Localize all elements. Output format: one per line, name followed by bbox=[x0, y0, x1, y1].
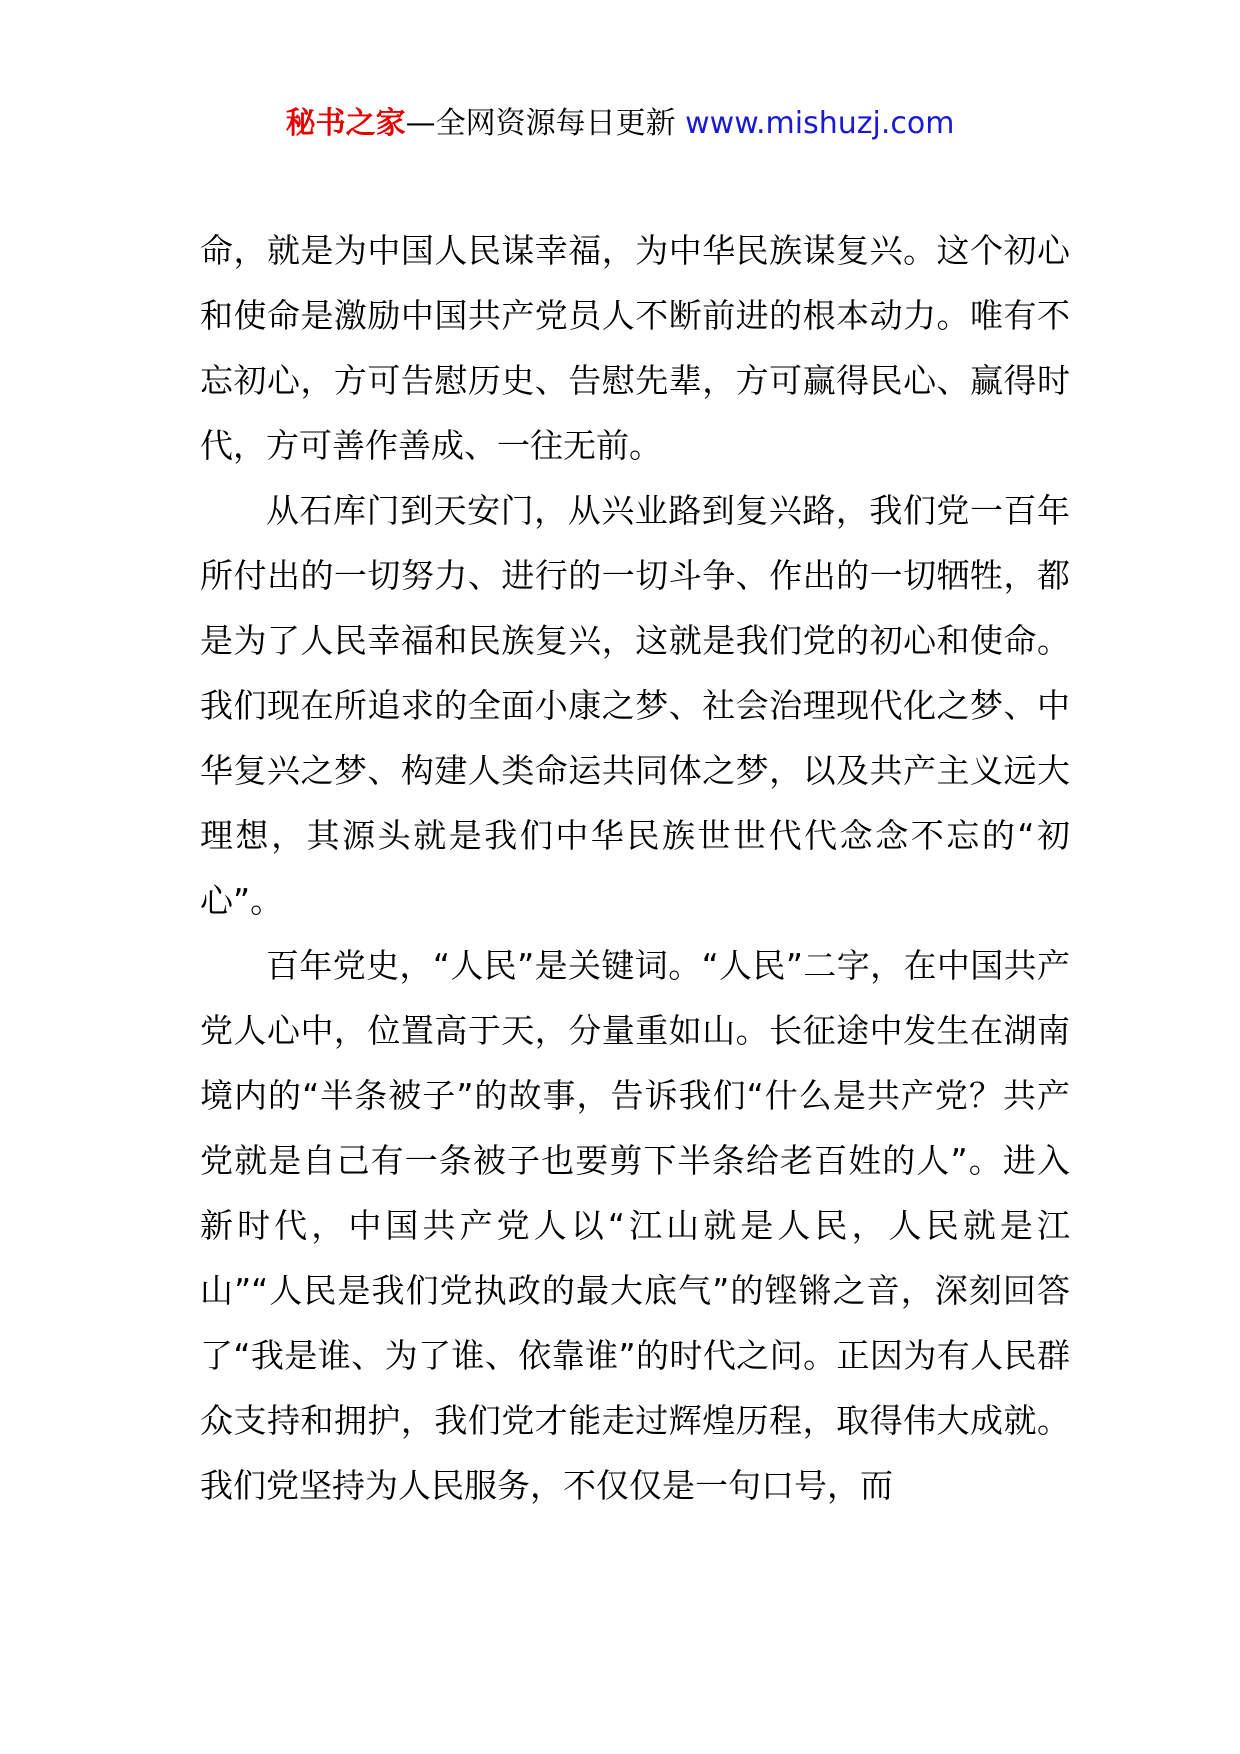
paragraph-continuation: 命，就是为中国人民谋幸福，为中华民族谋复兴。这个初心和使命是激励中国共产党员人不断前进的根本动力。唯有不忘初心，方可告慰历史、告慰先辈，方可赢得民心、赢得时代，方可善作善成、一往无前。 bbox=[200, 231, 1070, 465]
page-header bbox=[0, 100, 1240, 148]
document-body bbox=[200, 218, 1070, 1518]
paragraph: 从石库门到天安门，从兴业路到复兴路，我们党一百年所付出的一切努力、进行的一切斗争、作出的一切牺牲，都是为了人民幸福和民族复兴，这就是我们党的初心和使命。我们现在所追求的全面小康之梦、社会治理现代化之梦、中华复兴之梦、构建人类命运共同体之梦，以及共产主义远大理想，其源头就是我们中华民族世世代代念念不忘的“初心”。 bbox=[200, 491, 1070, 920]
site-brand: 秘书之家 bbox=[285, 106, 406, 141]
site-tagline: —全网资源每日更新 bbox=[405, 106, 676, 141]
paragraph: 百年党史，“人民”是关键词。“人民”二字，在中国共产党人心中，位置高于天，分量重如山。长征途中发生在湖南境内的“半条被子”的故事，告诉我们“什么是共产党？共产党就是自己有一条被子也要剪下半条给老百姓的人”。进入新时代，中国共产党人以“江山就是人民，人民就是江山”“人民是我们党执政的最大底气”的铿锵之音，深刻回答了“我是谁、为了谁、依靠谁”的时代之问。正因为有人民群众支持和拥护，我们党才能走过辉煌历程，取得伟大成就。我们党坚持为人民服务，不仅仅是一句口号，而 bbox=[200, 946, 1070, 1505]
site-url-link[interactable]: www.mishuzj.com bbox=[685, 106, 955, 141]
